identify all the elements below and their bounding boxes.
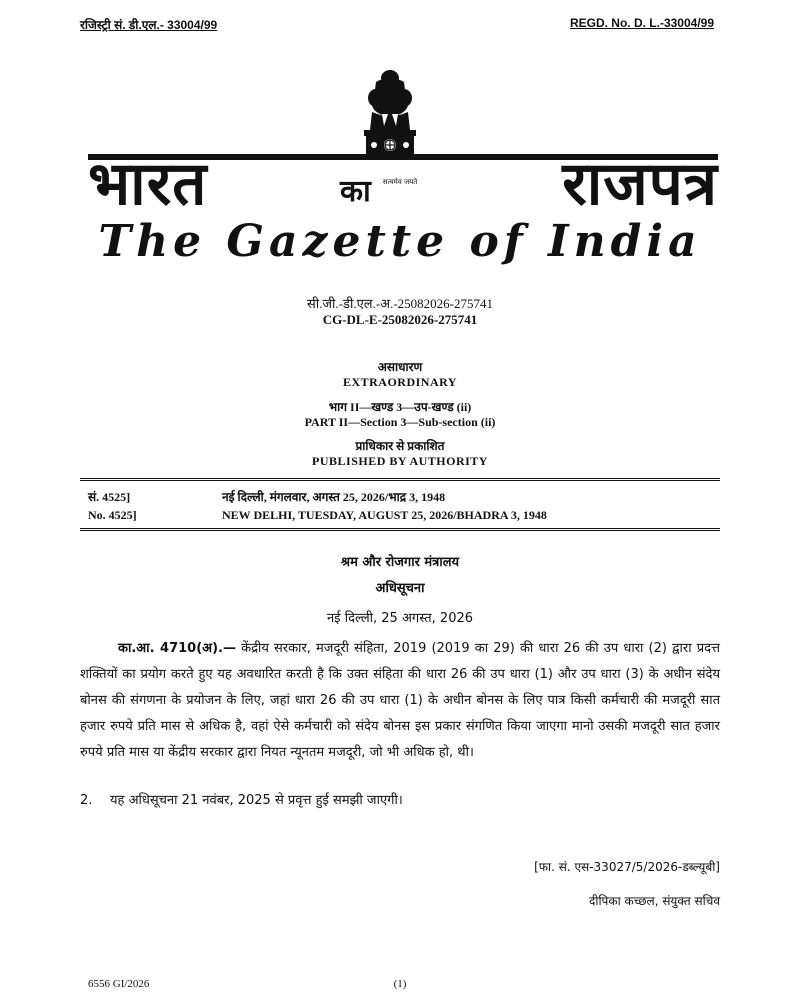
file-number: [फा. सं. एस-33027/5/2026-डब्ल्यूबी] xyxy=(534,860,720,874)
paragraph-2-number: 2. xyxy=(80,793,93,808)
print-code: 6556 GI/2026 xyxy=(88,978,150,990)
notification-heading: अधिसूचना xyxy=(375,581,425,596)
notification-paragraph-2 xyxy=(80,788,720,814)
masthead-hindi-word-3: राजपत्र xyxy=(562,149,718,219)
registration-number-hindi: रजिस्ट्री सं. डी.एल.- 33004/99 xyxy=(80,18,218,32)
cg-code-hindi: सी.जी.-डी.एल.-अ.-25082026-275741 xyxy=(307,296,493,311)
part-section-english: PART II—Section 3—Sub-section (ii) xyxy=(304,415,496,429)
cg-code-english: CG-DL-E-25082026-275741 xyxy=(322,312,478,327)
registration-number-english: REGD. No. D. L.-33004/99 xyxy=(569,16,714,30)
issue-number-english: No. 4525] xyxy=(88,508,137,522)
published-by-authority-hindi: प्राधिकार से प्रकाशित xyxy=(355,439,445,453)
masthead-hindi-title xyxy=(88,148,718,220)
published-by-authority-english: PUBLISHED BY AUTHORITY xyxy=(312,454,488,468)
divider xyxy=(80,480,720,481)
paragraph-1-text: केंद्रीय सरकार, मजदूरी संहिता, 2019 (2019 का 29) की धारा 26 की उप धारा (2) द्वारा प्रदत्त शक्तियों का प्रयोग करते हुए यह अवधारित करती है कि उक्त संहिता की धारा 26 की उप धारा (1) और उप धारा (3) के अधीन संदेय बोनस की संगणना के प्रयोजन के लिए, जहां धारा 26 की उप धारा (1) के अधीन बोनस के लिए पात्र किसी कर्मचारी की मजदूरी सात हजार रुपये प्रति मास से अधिक है, वहां ऐसे कर्मचारी को संदेय बोनस इस प्रकार संगणित किया जाएगा मानो उसकी मजदूरी सात हजार रुपये प्रति मास या केंद्रीय सरकार द्वारा नियत न्यूनतम मजदूरी, जो भी अधिक हो, थी। xyxy=(80,641,720,760)
masthead-english-title: The Gazette of India xyxy=(98,216,702,267)
ministry-name: श्रम और रोजगार मंत्रालय xyxy=(340,555,460,570)
issue-number-hindi: सं. 4525] xyxy=(88,490,131,504)
notification-paragraph-1 xyxy=(80,636,720,766)
extraordinary-english: EXTRAORDINARY xyxy=(342,375,458,389)
issue-date-english: NEW DELHI, TUESDAY, AUGUST 25, 2026/BHADRA 3, 1948 xyxy=(222,508,547,522)
part-section-hindi: भाग II—खण्ड 3—उप-खण्ड (ii) xyxy=(328,400,472,414)
emblem-motto: सत्यमेव जयते xyxy=(382,178,418,186)
signatory: दीपिका कच्छल, संयुक्त सचिव xyxy=(588,894,720,908)
paragraph-2-text: यह अधिसूचना 21 नवंबर, 2025 से प्रवृत्त हुई समझी जाएगी। xyxy=(110,793,403,808)
notification-reference: का.आ. 4710(अ).— xyxy=(118,641,236,656)
extraordinary-hindi: असाधारण xyxy=(377,360,423,374)
issue-date-hindi: नई दिल्ली, मंगलवार, अगस्त 25, 2026/भाद्र 3, 1948 xyxy=(222,490,446,504)
page-number: (1) xyxy=(393,978,407,990)
divider xyxy=(80,530,720,531)
masthead-hindi-word-1: भारत xyxy=(88,149,208,219)
place-and-date: नई दिल्ली, 25 अगस्त, 2026 xyxy=(326,611,474,626)
masthead-hindi-word-2: का xyxy=(340,174,372,209)
